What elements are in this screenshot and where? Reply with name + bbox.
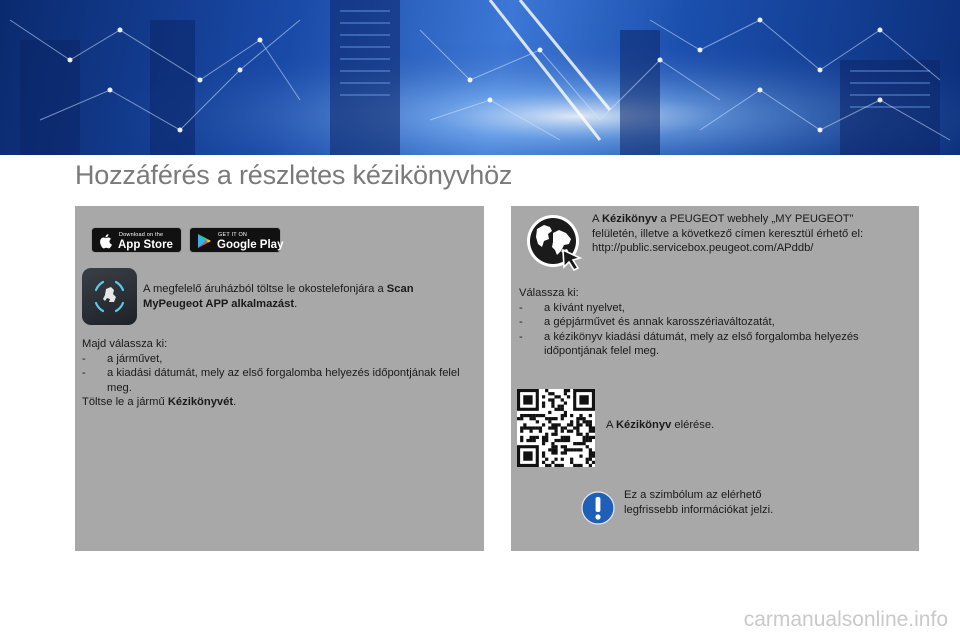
update-note-text [624,488,773,517]
manual-name-bold: Kézikönyv [601,213,658,225]
app-name-part-1: Scan [386,283,414,295]
app-name-part-2: MyPeugeot APP alkalmazást [143,297,295,310]
select-intro: Majd válassza ki: [82,338,168,350]
website-access-text [592,212,863,256]
google-play-badge[interactable] [189,227,284,253]
download-manual-line [82,395,474,410]
download-bold: Kézikönyvét [167,396,234,409]
watermark: carmanualsonline.info [743,608,948,631]
list-item [82,366,474,395]
list-item [519,301,909,316]
network-graphic [0,0,960,155]
qr-suffix: elérése. [671,419,715,431]
website-line-1 [592,212,863,227]
bullet-text: a járművet, [107,352,163,365]
page-title: Hozzáférés a részletes kézikönyvhöz [75,160,513,190]
website-url[interactable]: http://public.servicebox.peugeot.com/APddb/ [592,242,814,255]
app-download-line-1 [143,282,414,297]
google-play-small-label: GET IT ON [218,232,248,238]
qr-manual-bold: Kézikönyv [615,419,672,431]
scan-mypeugeot-app-icon [82,268,137,325]
bullet-dash: - [519,301,523,314]
app-instructions-panel [75,206,484,551]
bullet-text: a kézikönyv kiadási dátumát, mely az első forgalomba helyezés időpontjának felel meg. [544,330,859,358]
bullet-dash: - [82,367,86,380]
app-download-text [143,282,414,311]
web-access-panel [511,206,919,551]
google-play-label: Google Play [217,239,284,251]
bullet-text: a gépjárművet és annak karosszériaváltozatát, [544,316,775,329]
qr-access-line [606,418,714,433]
website-prefix: A [592,213,602,225]
web-select-intro: Válassza ki: [519,287,579,299]
qr-code-image [517,389,595,467]
app-store-small-label: Download on the [119,232,164,238]
website-line-2: felületén, illetve a következő címen keresztül érhető el: [592,227,864,240]
web-selection-text [519,286,909,359]
qr-access-text [606,418,714,433]
update-note-line-1: Ez a szimbólum az elérhető [624,489,762,501]
globe-cursor-icon [525,212,585,274]
bullet-text: a kiadási dátumát, mely az első forgalomba helyezés időpontjának felel meg. [107,367,460,394]
app-store-badge[interactable] [91,227,182,253]
list-item [82,352,474,367]
download-prefix: Töltse le a jármű [82,396,168,409]
bullet-dash: - [519,316,523,329]
download-suffix: . [233,396,237,409]
bullet-text: a kívánt nyelvet, [544,301,625,314]
app-download-line-2 [143,297,414,312]
app-selection-text [82,337,474,410]
google-play-icon [197,233,212,249]
website-rest: a PEUGEOT webhely „MY PEUGEOT” [657,213,854,225]
header-banner-image [0,0,960,155]
app-name-suffix: . [294,297,298,310]
apple-icon [99,233,113,249]
app-download-prefix: A megfelelő áruházból töltse le okostelefonjára a [143,283,387,295]
list-item [519,315,909,330]
update-note-line-2: legfrissebb információkat jelzi. [624,503,774,516]
peugeot-lion-icon [82,268,137,325]
bullet-dash: - [82,352,86,365]
qr-code[interactable] [517,389,595,467]
exclamation-alert-icon [581,491,615,525]
qr-prefix: A [606,419,616,431]
list-item [519,330,909,359]
app-store-label: App Store [118,239,173,251]
bullet-dash: - [519,330,523,343]
